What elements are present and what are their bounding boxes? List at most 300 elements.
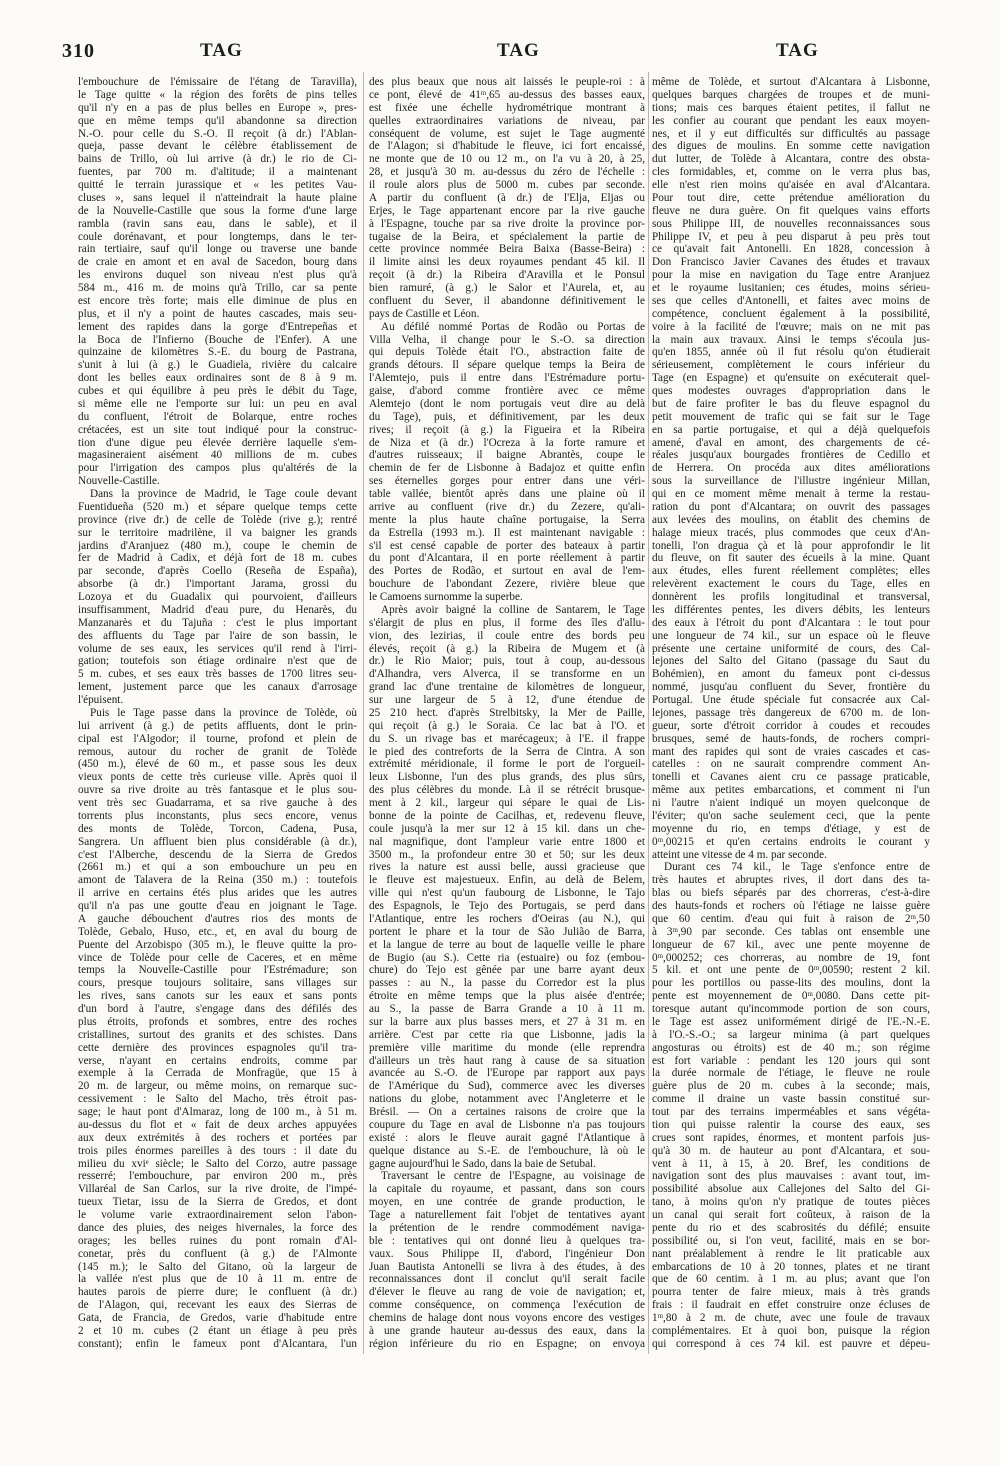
- text-line: mente la plus haute chaîne portugaise, la Serra: [369, 513, 645, 526]
- text-line: des affluents du Tage par l'aire de son bassin, le: [78, 629, 357, 642]
- text-line: de Bugio (au S.). Cette ria (estuaire) ou foz (embou-: [369, 951, 645, 964]
- text-line: navigation sont des plus mauvaises : avant tout, im-: [652, 1170, 930, 1183]
- text-line: dance des pluies, des neiges hivernales, la force des: [78, 1221, 357, 1234]
- text-line: embarcations de 10 à 20 tonnes, plates et ne tirant: [652, 1260, 930, 1273]
- text-line: nations du globe, notamment avec l'Angleterre et le: [369, 1093, 645, 1106]
- text-line: cubes et qui équilibre à peu près le débit du Tage,: [78, 385, 357, 397]
- text-line: insuffisamment, Madrid d'eau pure, du Henarès, du: [78, 603, 357, 616]
- text-line: complémentaires. Et à quoi bon, puisque la région: [652, 1324, 930, 1337]
- text-line: catelles : on ne saurait comprendre comment An-: [652, 758, 930, 771]
- text-line: de l'Amérique du Sud), commerce avec les diverses: [369, 1080, 645, 1093]
- text-line: leux Lisbonne, l'un des plus grands, des plus sûrs,: [369, 771, 645, 784]
- text-line: le Camoens surnomme la superbe.: [369, 591, 523, 603]
- text-line: conetar, près du confluent (à g.) de l'Almonte: [78, 1247, 357, 1260]
- text-line: donnèrent les profils longitudinal et transversal,: [652, 591, 930, 603]
- text-line: pour l'irrigation des campos plus qu'altérés de la: [78, 462, 357, 475]
- text-line: qu'à 30 m. de hauteur au pont d'Alcantara, et sou-: [652, 1144, 930, 1157]
- text-line: la main aux travaux. Ainsi le temps s'écoula jus-: [652, 333, 930, 346]
- text-line: amont de Talavera de la Reina (350 m.) : toutefois: [78, 874, 357, 887]
- text-line: Nouvelle-Castille.: [78, 475, 160, 488]
- text-line: qui depuis Tolède était l'O., abstraction faite de: [369, 346, 645, 359]
- text-line: (145 m.); le Salto del Gitano, où la largeur de: [78, 1260, 357, 1273]
- text-line: est encore très forte; mais elle diminue de plus en: [78, 294, 357, 307]
- text-line: fuentes, par 700 m. d'altitude; il a maintenant: [78, 166, 357, 179]
- text-line: quitté le terrain jurassique et « les petites Vau-: [78, 179, 357, 191]
- text-line: remous, autour du rocher de granit de Tolède: [78, 745, 357, 758]
- text-line: d'élever le fleuve au rang de voie de navigation; et,: [369, 1286, 645, 1299]
- running-head: TAG: [497, 40, 540, 61]
- text-line: lement des rapides dans la gorge d'Entrepeñas et: [78, 320, 357, 333]
- text-line: cipal est l'Algodor; il tourne, profond et plein de: [78, 732, 357, 745]
- text-line: ce pont, élevé de 41ᵐ,65 au-dessus des basses eaux,: [369, 88, 645, 101]
- text-line: petit mouvement de trafic qui se fait sur le Tage: [652, 410, 930, 423]
- text-line: Alemtejo (dont le nom portugais veut dire au delà: [369, 397, 645, 410]
- text-line: conséquent de volume, est sujet le Tage augmenté: [369, 127, 645, 140]
- text-line: Bohémien), en amont du fameux pont ci-dessus: [652, 668, 930, 681]
- text-line: Sangrera. Un affluent bien plus considérable (à dr.),: [78, 835, 357, 848]
- text-line: ble : tentatives qui ont donné lieu à quelques tra-: [369, 1234, 645, 1247]
- text-column-1: [78, 76, 357, 1351]
- text-line: tions; mais ces barques étaient petites, il fallut ne: [652, 101, 930, 114]
- text-line: vent très sec Guadarrama, et sa rive gauche à des: [78, 797, 357, 809]
- text-line: existé : alors le fleuve aurait gagné l'Atlantique à: [369, 1131, 645, 1144]
- text-line: cluses », sans lequel il n'atteindrait la haute plaine: [78, 191, 357, 204]
- text-line: Durant ces 74 kil., le Tage s'enfonce entre de: [664, 861, 930, 874]
- text-line: à l'O.-S.-O.; sa largeur minima (à part quelques: [652, 1028, 930, 1041]
- text-line: étroite en même temps que la plus aisée d'entrée;: [369, 990, 645, 1003]
- text-line: des digues de moulins. En somme cette navigation: [652, 140, 930, 153]
- text-line: aux levées des moulins, on établit des chemins de: [652, 513, 930, 526]
- text-line: est fixée une échelle hydrométrique montrant à: [369, 101, 645, 114]
- column-rule: [648, 72, 649, 1354]
- text-line: Portugal. Une étude spéciale fut consacrée aux Cal-: [652, 694, 930, 706]
- text-line: dut lutter, de Tolède à Alcantara, contre des obsta-: [652, 153, 930, 166]
- text-line: grand lac d'une trentaine de kilomètres de longueur,: [369, 681, 645, 694]
- text-line: Puente del Arzobispo (305 m.), le fleuve quitte la pro-: [78, 938, 357, 951]
- text-line: des plus célèbres du monde. Là il se rétrécit brusque-: [369, 784, 645, 797]
- text-line: rambla (ravin sans eau, dans le sable), et il: [78, 217, 357, 230]
- text-line: Villaréal de San Carlos, sur la rive droite, de l'impé-: [78, 1183, 357, 1196]
- text-line: confluent du Sever, il abandonne définitivement le: [369, 294, 645, 307]
- text-line: orages; les belles ruines du pont romain d'Al-: [78, 1234, 357, 1247]
- text-line: ce qu'avait fait Antonelli. En 1828, concession à: [652, 243, 930, 256]
- text-line: da Estrella (1993 m.). Il est maintenant navigable :: [369, 526, 645, 539]
- text-line: des plus beaux que nous ait laissés le peuple-roi : à: [369, 76, 645, 88]
- text-line: tion d'une digue peu élevée derrière laquelle s'em-: [78, 436, 357, 449]
- text-line: les environs duquel son niveau n'est plus qu'à: [78, 269, 357, 282]
- paragraph: [652, 861, 930, 1350]
- text-line: s'élargit de plus en plus, il forme des îles d'allu-: [369, 616, 645, 629]
- text-line: et la langue de terre au bout de laquelle veille le phare: [369, 938, 645, 951]
- text-line: que de 60 centim. à 1 m. au plus; avant que l'on: [652, 1273, 930, 1286]
- text-line: de la Nouvelle-Castille que sous la forme d'une large: [78, 204, 357, 217]
- text-line: crétacées, est un site tout indiqué pour la construc-: [78, 423, 357, 436]
- paragraph: [369, 604, 645, 1171]
- text-line: nommé, jusqu'au confluent du Sever, frontière du: [652, 681, 930, 694]
- text-line: le Tage est assez uniformément dirigé de l'E.-N.-E.: [652, 1015, 930, 1028]
- text-line: et le royaume lusitanien; ces études, moins sérieu-: [652, 282, 930, 294]
- text-line: qu'il n'a pas une goutte d'eau en joignant le Tage.: [78, 900, 357, 912]
- text-line: torrents plus inconstants, plus secs encore, venus: [78, 809, 357, 822]
- text-line: Après avoir baigné la colline de Santarem, le Tage: [381, 603, 645, 616]
- text-line: région inférieure du rio en Espagne; on envoya: [369, 1337, 645, 1350]
- running-head: TAG: [200, 40, 243, 61]
- text-line: l'éviter; qu'on sache seulement ceci, que la pente: [652, 809, 930, 822]
- text-line: atteint une vitesse de 4 m. par seconde.: [652, 848, 827, 861]
- text-line: que 60 centim. d'eau qui fuit à raison de 2ᵐ,50: [652, 912, 930, 925]
- text-line: dont les belles eaux ordinaires sont de 8 à 9 m.: [78, 372, 357, 385]
- text-line: ni l'autre n'aient indiqué un moyen quelconque de: [652, 797, 930, 809]
- text-line: tout par des terrains imperméables et sans végéta-: [652, 1106, 930, 1118]
- text-line: très hautes et abruptes rives, il dort dans des ta-: [652, 874, 930, 887]
- text-line: pente est moyennement de 0ᵐ,0080. Dans cette pit-: [652, 990, 930, 1003]
- text-line: quelles extraordinaires variations de niveau, par: [369, 114, 645, 127]
- text-line: des Portes de Rodão, et surtout en aval de l'em-: [369, 565, 645, 578]
- text-line: table vallée, bientôt après dans une plaine où il: [369, 488, 645, 500]
- text-line: cette province nommée Beira Baixa (Basse-Beira) :: [369, 243, 645, 256]
- text-line: Tage a naturellement fait l'objet de tentatives ayant: [369, 1209, 645, 1221]
- text-line: Tolède, Gebalo, Huso, etc., et, en aval du bourg de: [78, 925, 357, 938]
- text-line: au S., la passe de Barra Grande a 10 à 11 m.: [369, 1003, 645, 1015]
- text-line: Lozoya et du Guadalix qui pourvoient, d'ailleurs: [78, 591, 357, 603]
- text-line: voire à la facilité de l'œuvre; mais on ne mit pas: [652, 320, 930, 333]
- text-line: tion qui puisse ralentir la course des eaux, ses: [652, 1118, 930, 1131]
- text-line: à l'Espagne, touche par sa rive droite la province por-: [369, 217, 645, 230]
- text-line: des monts de Tolède, Torcon, Cadena, Pusa,: [78, 822, 357, 835]
- text-line: la vallée n'est plus que de 10 à 11 m. entre de: [78, 1273, 357, 1286]
- text-line: sur la barre aux plus basses mers, et 27 à 31 m. en: [369, 1015, 645, 1028]
- text-line: gaise, d'abord comme frontière avec ce même: [369, 385, 645, 397]
- text-line: de l'Alagon, qui, recevant les eaux des Sierras de: [78, 1299, 357, 1312]
- text-line: c'est l'Alberche, descendu de la Sierra de Gredos: [78, 848, 357, 861]
- text-line: d'un bord à l'autre, s'engage dans des défilés des: [78, 1003, 357, 1015]
- text-line: Gata, de Francia, de Gredos, varie d'habitude entre: [78, 1312, 357, 1324]
- text-line: Pour tout dire, cette prétendue amélioration du: [652, 191, 930, 204]
- text-line: Puis le Tage passe dans la province de Tolède, où: [90, 706, 357, 719]
- text-line: que en même temps qu'il abandonne sa direction: [78, 114, 357, 127]
- text-line: tonelli, l'on dragua çà et là pour approfondir le lit: [652, 539, 930, 552]
- text-line: 5 m. cubes, et ses eaux très basses de 1700 litres seu-: [78, 668, 357, 681]
- text-line: sous Philippe III, de nouvelles reconnaissances sous: [652, 217, 930, 230]
- text-line: vieux ponts de cette très curieuse ville. Après quoi il: [78, 771, 357, 784]
- text-line: bien ramuré, (à g.) le Salor et l'Aurela, et, au: [369, 282, 645, 294]
- text-line: des eaux à l'étroit du pont d'Alcantara : le tout pour: [652, 616, 930, 629]
- paragraph: [78, 707, 357, 1351]
- text-line: de Niza et (à dr.) l'Ocreza à la forte ramure et: [369, 436, 645, 449]
- text-line: du confluent, l'étroit de Bolarque, entre roches: [78, 410, 357, 423]
- text-line: bouchure de l'abondant Zezere, rivière bleue que: [369, 578, 645, 591]
- text-line: dr.) le Rio Maior; puis, tout à coup, au-dessous: [369, 655, 645, 668]
- text-line: vent à 11, à 15, à 20. Bref, les conditions de: [652, 1157, 930, 1170]
- text-line: nant préalablement à rendre le lit praticable aux: [652, 1247, 930, 1260]
- text-line: cours, presque toujours solitaire, sans villages sur: [78, 977, 357, 990]
- text-line: brusques, semé de hauts-fonds, de rochers compri-: [652, 732, 930, 745]
- text-line: du S. un rivage bas et marécageux; à l'E. il frappe: [369, 732, 645, 745]
- text-line: lejones del Salto del Gitano (passage du Saut du: [652, 655, 930, 668]
- text-line: 3500 m., la profondeur entre 30 et 50; sur les deux: [369, 848, 645, 861]
- text-line: réales jusqu'aux bourgades frontières de Cedillo et: [652, 449, 930, 462]
- text-line: A partir du confluent (à dr.) de l'Elja, Eljas ou: [369, 191, 645, 204]
- text-line: Philippe IV, et peu à peu disparut à peu près tout: [652, 230, 930, 243]
- text-line: le pied des contreforts de la Serra de Cintra. A son: [369, 745, 645, 758]
- text-line: par seconde, d'après Coello (Reseña de España),: [78, 565, 357, 578]
- text-line: halage mieux tracés, plus commodes que ceux d'An-: [652, 526, 930, 539]
- paragraph: [78, 76, 357, 488]
- text-line: blas ou biefs séparés par des chorreras, c'est-à-dire: [652, 887, 930, 900]
- text-line: quinzaine de kilomètres S.-E. du bourg de Pastrana,: [78, 346, 357, 359]
- text-line: gation; toutefois son étiage ordinaire n'est que de: [78, 655, 357, 668]
- page-number: 310: [62, 40, 95, 62]
- text-line: possibilité absolue aux Callejones del Salto del Gi-: [652, 1183, 930, 1196]
- text-line: l'Alemtejo, puis il entre dans l'Estrémadure portu-: [369, 372, 645, 385]
- text-line: un canal qui serait fort coûteux, à raison de la: [652, 1209, 930, 1221]
- text-line: 20 m. de largeur, ou même moins, on remarque suc-: [78, 1080, 357, 1093]
- text-line: la durée normale de l'étiage, le fleuve ne roule: [652, 1067, 930, 1080]
- text-line: qui correspond à ces 74 kil. est pauvre et dépeu-: [652, 1337, 930, 1350]
- text-line: Traversant le centre de l'Espagne, au voisinage de: [381, 1170, 645, 1183]
- text-line: qui reçoit (à g.) le Soraia. Ce lac bat à l'O. et: [369, 719, 645, 732]
- text-line: présente une certaine uniformité de cours, des Cal-: [652, 642, 930, 655]
- text-line: vince de Tolède pour celle de Caceres, et en même: [78, 951, 357, 964]
- text-line: pente du rio et des scabrosités du défilé; ensuite: [652, 1221, 930, 1234]
- text-line: les rives, sans canots sur les eaux et sans ponts: [78, 990, 357, 1003]
- text-line: même aux petites embarcations, et comment ni l'un: [652, 784, 930, 797]
- text-line: grands détours. Il sépare quelque temps la Beira de: [369, 359, 645, 372]
- text-line: extrémité méridionale, il forme le port de l'orgueil-: [369, 758, 645, 771]
- text-line: de Herrera. On procéda aux dites améliorations: [652, 462, 930, 475]
- text-line: relevèrent exactement le cours du Tage, elles en: [652, 578, 930, 591]
- text-line: s'il est censé capable de porter des bateaux à partir: [369, 539, 645, 552]
- text-line: de l'Alagon; si d'habitude le fleuve, ici fort encaissé,: [369, 140, 645, 153]
- text-line: constant); enfin le fameux pont d'Alcantara, l'un: [78, 1337, 357, 1350]
- text-line: qu'il n'y en a pas de plus belles en Europe », pres-: [78, 101, 357, 114]
- text-line: Brésil. — On a certaines raisons de croire que la: [369, 1106, 645, 1118]
- text-line: chemins de halage dont nous voyons encore des vestiges: [369, 1312, 645, 1324]
- text-line: sage; le haut pont d'Almaraz, long de 100 m., à 51 m.: [78, 1106, 357, 1118]
- text-column-2: [369, 76, 645, 1351]
- text-line: comme il draine un vaste bassin constitué sur-: [652, 1093, 930, 1106]
- text-line: queja, passe devant le célèbre établissement de: [78, 140, 357, 153]
- text-line: angosturas ou étroits) est de 40 m.; son régime: [652, 1041, 930, 1054]
- text-line: sérieusement, complètement le cours inférieur du: [652, 359, 930, 372]
- text-line: trois piles énormes pareilles à des tours : il date du: [78, 1144, 357, 1157]
- text-line: à 3ᵐ,90 par seconde. Ces tablas ont ensemble une: [652, 925, 930, 938]
- text-line: pour la mise en navigation du Tage entre Aranjuez: [652, 269, 930, 282]
- text-line: compétence, concluent également à la possibilité,: [652, 307, 930, 320]
- text-line: rives la nature est aussi belle, aussi gracieuse que: [369, 861, 645, 874]
- text-line: moyen, en une contrée de grande production, le: [369, 1196, 645, 1209]
- text-line: coule jusqu'à la mer sur 12 à 15 kil. dans un che-: [369, 822, 645, 835]
- text-line: ses que celles d'Antonelli, et faites avec moins de: [652, 294, 930, 307]
- text-line: l'embouchure de l'émissaire de l'étang de Taravilla),: [78, 76, 357, 88]
- text-line: d'autres ruisseaux; il baigne Abrantès, coupe le: [369, 449, 645, 462]
- text-line: Dans la province de Madrid, le Tage coule devant: [90, 488, 357, 500]
- text-line: même de Tolède, et surtout d'Alcantara à Lisbonne,: [652, 76, 930, 88]
- text-line: le Tage quitte « la région des forêts de pins telles: [78, 88, 357, 101]
- text-line: la prétention de le rendre commodément naviga-: [369, 1221, 645, 1234]
- text-line: avancée au S.-O. de l'Europe par rapport aux pays: [369, 1067, 645, 1080]
- text-line: Don Francisco Javier Cavanes des études et travaux: [652, 256, 930, 269]
- text-line: des Espagnols, le Tejo des Portugais, se perd dans: [369, 900, 645, 912]
- text-line: cristallines, surtout des granits et des schistes. Dans: [78, 1028, 357, 1041]
- text-line: guère plus de 20 m. cubes à la seconde; mais,: [652, 1080, 930, 1093]
- text-line: Villa Velha, il change pour le S.-O. sa direction: [369, 333, 645, 346]
- text-line: fer de Madrid à Cadix, et déjà fort de 18 m. cubes: [78, 552, 357, 565]
- text-line: bonne de la pointe de Cacilhas, et, redevenu fleuve,: [369, 809, 645, 822]
- text-line: de craie en amont et en aval de Sacedon, bourg dans: [78, 256, 357, 269]
- text-line: du Tage), puis, et définitivement, par les deux: [369, 410, 645, 423]
- text-line: 0ᵐ,00215 et qu'en certains endroits le courant y: [652, 835, 930, 848]
- text-line: passes : au N., la passe du Corredor est la plus: [369, 977, 645, 990]
- text-line: temps la Nouvelle-Castille pour l'Estrémadure; son: [78, 964, 357, 977]
- text-line: absorbe (à dr.) l'important Jarama, grossi du: [78, 578, 357, 591]
- text-line: quelque distance au S.-E. de l'embouchure, là où le: [369, 1144, 645, 1157]
- text-line: ouvre sa rive droite au très fantasque et le plus sou-: [78, 784, 357, 797]
- text-line: coule dorénavant, et pour longtemps, dans le ter-: [78, 230, 357, 243]
- text-line: si même elle ne l'emporte sur lui: un peu en aval: [78, 397, 357, 410]
- text-line: ne monte que de 10 ou 12 m., on l'a vu à 20, à 25,: [369, 153, 645, 166]
- text-line: frais : il faudrait en effet construire onze écluses de: [652, 1299, 930, 1312]
- text-line: à une grande hauteur au-dessus des eaux, dans la: [369, 1324, 645, 1337]
- paragraph: [369, 76, 645, 321]
- text-line: crues sont rapides, énormes, et montent parfois jus-: [652, 1131, 930, 1144]
- text-line: tueux Tietar, issu de la Sierra de Gredos, et dont: [78, 1196, 357, 1209]
- text-line: Fuentidueña (520 m.) et sépare quelque temps cette: [78, 500, 357, 513]
- text-line: tonelli et Cavanes aient cru ce passage praticable,: [652, 771, 930, 784]
- text-line: fleuve ne dura guère. On fit quelques vains efforts: [652, 204, 930, 217]
- text-line: bains de Trillo, où lui arrive (à dr.) le rio de Ci-: [78, 153, 357, 166]
- text-line: en sa partie portugaise, et qui a déjà quelquefois: [652, 423, 930, 436]
- text-line: le volume varie extraordinairement selon l'abon-: [78, 1209, 357, 1221]
- text-line: pays de Castille et Léon.: [369, 307, 480, 320]
- text-line: lui arrivent (à g.) de petits affluents, dont le prin-: [78, 719, 357, 732]
- text-line: 28, et jusqu'à 30 m. au-dessus du zéro de l'échelle :: [369, 166, 645, 179]
- text-line: la Boca de l'Infierno (Bouche de l'Enfer). A une: [78, 333, 357, 346]
- text-line: est fort variable : pendant les 120 jours qui sont: [652, 1054, 930, 1067]
- text-line: arrive au confluent (rive dr.) du Zezere, qu'ali-: [369, 500, 645, 513]
- text-line: reçoit (à dr.) la Ribeira d'Aravilla et le Ponsul: [369, 269, 645, 282]
- text-line: élevés, reçoit (à g.) la Ribeira de Mugem et (à: [369, 642, 645, 655]
- text-line: les différentes pentes, les divers débits, les lenteurs: [652, 603, 930, 616]
- text-line: ses éternelles gorges pour entrer dans une véri-: [369, 475, 645, 488]
- text-line: 584 m., 416 m. de moins qu'à Trillo, car sa pente: [78, 282, 357, 294]
- text-line: plus, et il n'y a point de hautes cascades, mais seu-: [78, 307, 357, 320]
- text-line: du pont d'Alcantara, il en porte réellement à partir: [369, 552, 645, 565]
- text-line: mant des rapides qui sont de vraies cascades et cas-: [652, 745, 930, 758]
- text-line: tano, à moins qu'on n'y pratique de toutes pièces: [652, 1196, 930, 1209]
- text-line: gueur, sorte d'étroit corridor à coudes et recoudes: [652, 719, 930, 732]
- text-line: Au défilé nommé Portas de Rodão ou Portas de: [381, 320, 645, 333]
- text-line: 2 et 10 m. cubes (2 étant un étiage à peu près: [78, 1324, 357, 1337]
- text-line: ration du pont d'Alcantara; on ouvrit des passages: [652, 500, 930, 513]
- text-line: comme conséquence, on commença l'exécution de: [369, 1299, 645, 1312]
- text-line: jardins d'Aranjuez (480 m.), coupe le chemin de: [78, 539, 357, 552]
- text-line: tugaise de la Beira, et spécialement la partie de: [369, 230, 645, 243]
- text-line: 25 210 hect. d'après Strelbitsky, la Mer de Paille,: [369, 706, 645, 719]
- text-line: Tage (en Espagne) et qu'ensuite on exécuterait quel-: [652, 372, 930, 385]
- text-line: il roule alors plus de 5000 m. cubes par seconde.: [369, 179, 645, 191]
- text-line: nes, et il y eut difficultés sur difficultés au passage: [652, 127, 930, 140]
- text-line: lejones, passage très dangereux de 6700 m. de lon-: [652, 706, 930, 719]
- text-column-3: [652, 76, 930, 1351]
- text-line: elle n'est rien moins qu'aisée en aval d'Alcantara.: [652, 179, 930, 191]
- text-line: cles formidables, et, comme on le verra plus bas,: [652, 166, 930, 179]
- text-line: nal magnifique, dont l'ampleur varie entre 1800 et: [369, 835, 645, 848]
- text-line: gagne aujourd'hui le Sado, dans la baie de Setubal.: [369, 1157, 596, 1170]
- text-line: sous la surveillance de l'illustre ingénieur Millan,: [652, 475, 930, 488]
- text-line: Manzanarès et du Tajuña : c'est le plus important: [78, 616, 357, 629]
- text-line: magasineraient aisément 40 millions de m. cubes: [78, 449, 357, 462]
- paragraph: [652, 76, 930, 861]
- text-line: longueur de 67 kil., avec une pente moyenne de: [652, 938, 930, 951]
- text-line: du fleuve, on fit sauter des écueils à la mine. Quant: [652, 552, 930, 565]
- text-line: aux études, elles furent réellement complètes; elles: [652, 565, 930, 578]
- text-line: vaux. Sous Philippe II, d'abord, l'ingénieur Don: [369, 1247, 645, 1260]
- text-line: coupure du Tage en aval de Lisbonne n'a pas toujours: [369, 1118, 645, 1131]
- text-line: (450 m.), élevé de 60 m., et passe sous les deux: [78, 758, 357, 771]
- text-line: ques modestes ouvrages d'appropriation dans le: [652, 385, 930, 397]
- text-line: rives; il reçoit (à g.) la Figueira et la Ribeira: [369, 423, 645, 436]
- text-line: rain tertiaire, sauf qu'il longe ou traverse une bande: [78, 243, 357, 256]
- text-line: quelques barques chargées de troupes et de muni-: [652, 88, 930, 101]
- text-line: Erjes, le Tage appartenant encore par la rive gauche: [369, 204, 645, 217]
- text-line: chemin de fer de Lisbonne à Badajoz et quitte enfin: [369, 462, 645, 475]
- text-line: reconnaissances dont il conclut qu'il serait facile: [369, 1273, 645, 1286]
- text-line: l'Atlantique, entre les rochers d'Oeiras (au N.), qui: [369, 912, 645, 925]
- text-line: il arrive en certains étés plus arides que les autres: [78, 887, 357, 900]
- text-line: première ville maritime du monde (elle reprendra: [369, 1041, 645, 1054]
- text-line: l'épuisent.: [78, 694, 124, 706]
- text-line: vion, des lezirias, il coule entre des bords peu: [369, 629, 645, 642]
- text-line: pourra tenter de faire mieux, mais à très grands: [652, 1286, 930, 1299]
- text-line: milieu du xviᵉ siècle; le Salto del Corzo, autre passage: [78, 1157, 357, 1170]
- text-line: 0ᵐ,000252; ces chorreras, au nombre de 19, font: [652, 951, 930, 964]
- text-line: d'Alhandra, vers Alverca, il se transforme en un: [369, 668, 645, 681]
- text-line: sur une largeur de 5 à 12, d'une étendue de: [369, 694, 645, 706]
- text-line: aux deux extrémités à des rochers et portées par: [78, 1131, 357, 1144]
- text-line: A gauche débouchent d'autres rios des monts de: [78, 912, 357, 925]
- text-line: verse, n'ayant en certains endroits, comme par: [78, 1054, 357, 1067]
- text-line: 5 kil. et ont une pente de 0ᵐ,00590; restent 2 kil.: [652, 964, 930, 977]
- text-line: possibilité ou, si l'on veut, facilité, mais en se bor-: [652, 1234, 930, 1247]
- text-line: chure) do Tejo est gênée par une barre ayant deux: [369, 964, 645, 977]
- text-line: ville qui n'est qu'un faubourg de Lisbonne, le Tajo: [369, 887, 645, 900]
- text-line: s'unit à lui (à g.) le Guadiela, rivière du calcaire: [78, 359, 357, 372]
- text-line: arrière. C'est par cette ria que Lisbonne, jadis la: [369, 1028, 645, 1041]
- paragraph: [78, 488, 357, 707]
- text-line: volume de ses eaux, les services qu'il rend à l'irri-: [78, 642, 357, 655]
- text-line: pour les portillos ou passe-lits des moulins, dont la: [652, 977, 930, 990]
- text-line: plus étroits, profonds et sombres, entre des roches: [78, 1015, 357, 1028]
- text-line: qu'en 1855, année où il fut résolu qu'on étudierait: [652, 346, 930, 359]
- text-line: il limite ainsi les deux royaumes pendant 45 kil. Il: [369, 256, 645, 269]
- text-line: (2661 m.) et qui a son embouchure un peu en: [78, 861, 357, 874]
- text-line: d'ailleurs un très haut rang à cause de sa situation: [369, 1054, 645, 1067]
- text-line: province (rive dr.) de celle de Tolède (rive g.); rentré: [78, 513, 357, 526]
- text-line: au-dessus du flot et « fait de deux arches appuyées: [78, 1118, 357, 1131]
- text-line: moyenne du rio, en temps d'étiage, y est de: [652, 822, 930, 835]
- text-line: qui en ce moment même menait à terme la restau-: [652, 488, 930, 500]
- text-line: cessivement : le Salto del Macho, très étroit pas-: [78, 1093, 357, 1106]
- text-line: le fleuve est majestueux. Enfin, au delà de Belem,: [369, 874, 645, 887]
- text-line: resserré; l'embouchure, par environ 200 m., près: [78, 1170, 357, 1183]
- column-rule: [363, 72, 364, 1354]
- text-line: cette dernière des provinces espagnoles qu'il tra-: [78, 1041, 357, 1054]
- text-line: les confier au courant que pendant les eaux moyen-: [652, 114, 930, 127]
- text-line: ment à 2 kil., largeur qui sépare le quai de Lis-: [369, 797, 645, 809]
- text-line: portent le phare et la tour de São Julião de Barra,: [369, 925, 645, 938]
- running-head: TAG: [776, 40, 819, 61]
